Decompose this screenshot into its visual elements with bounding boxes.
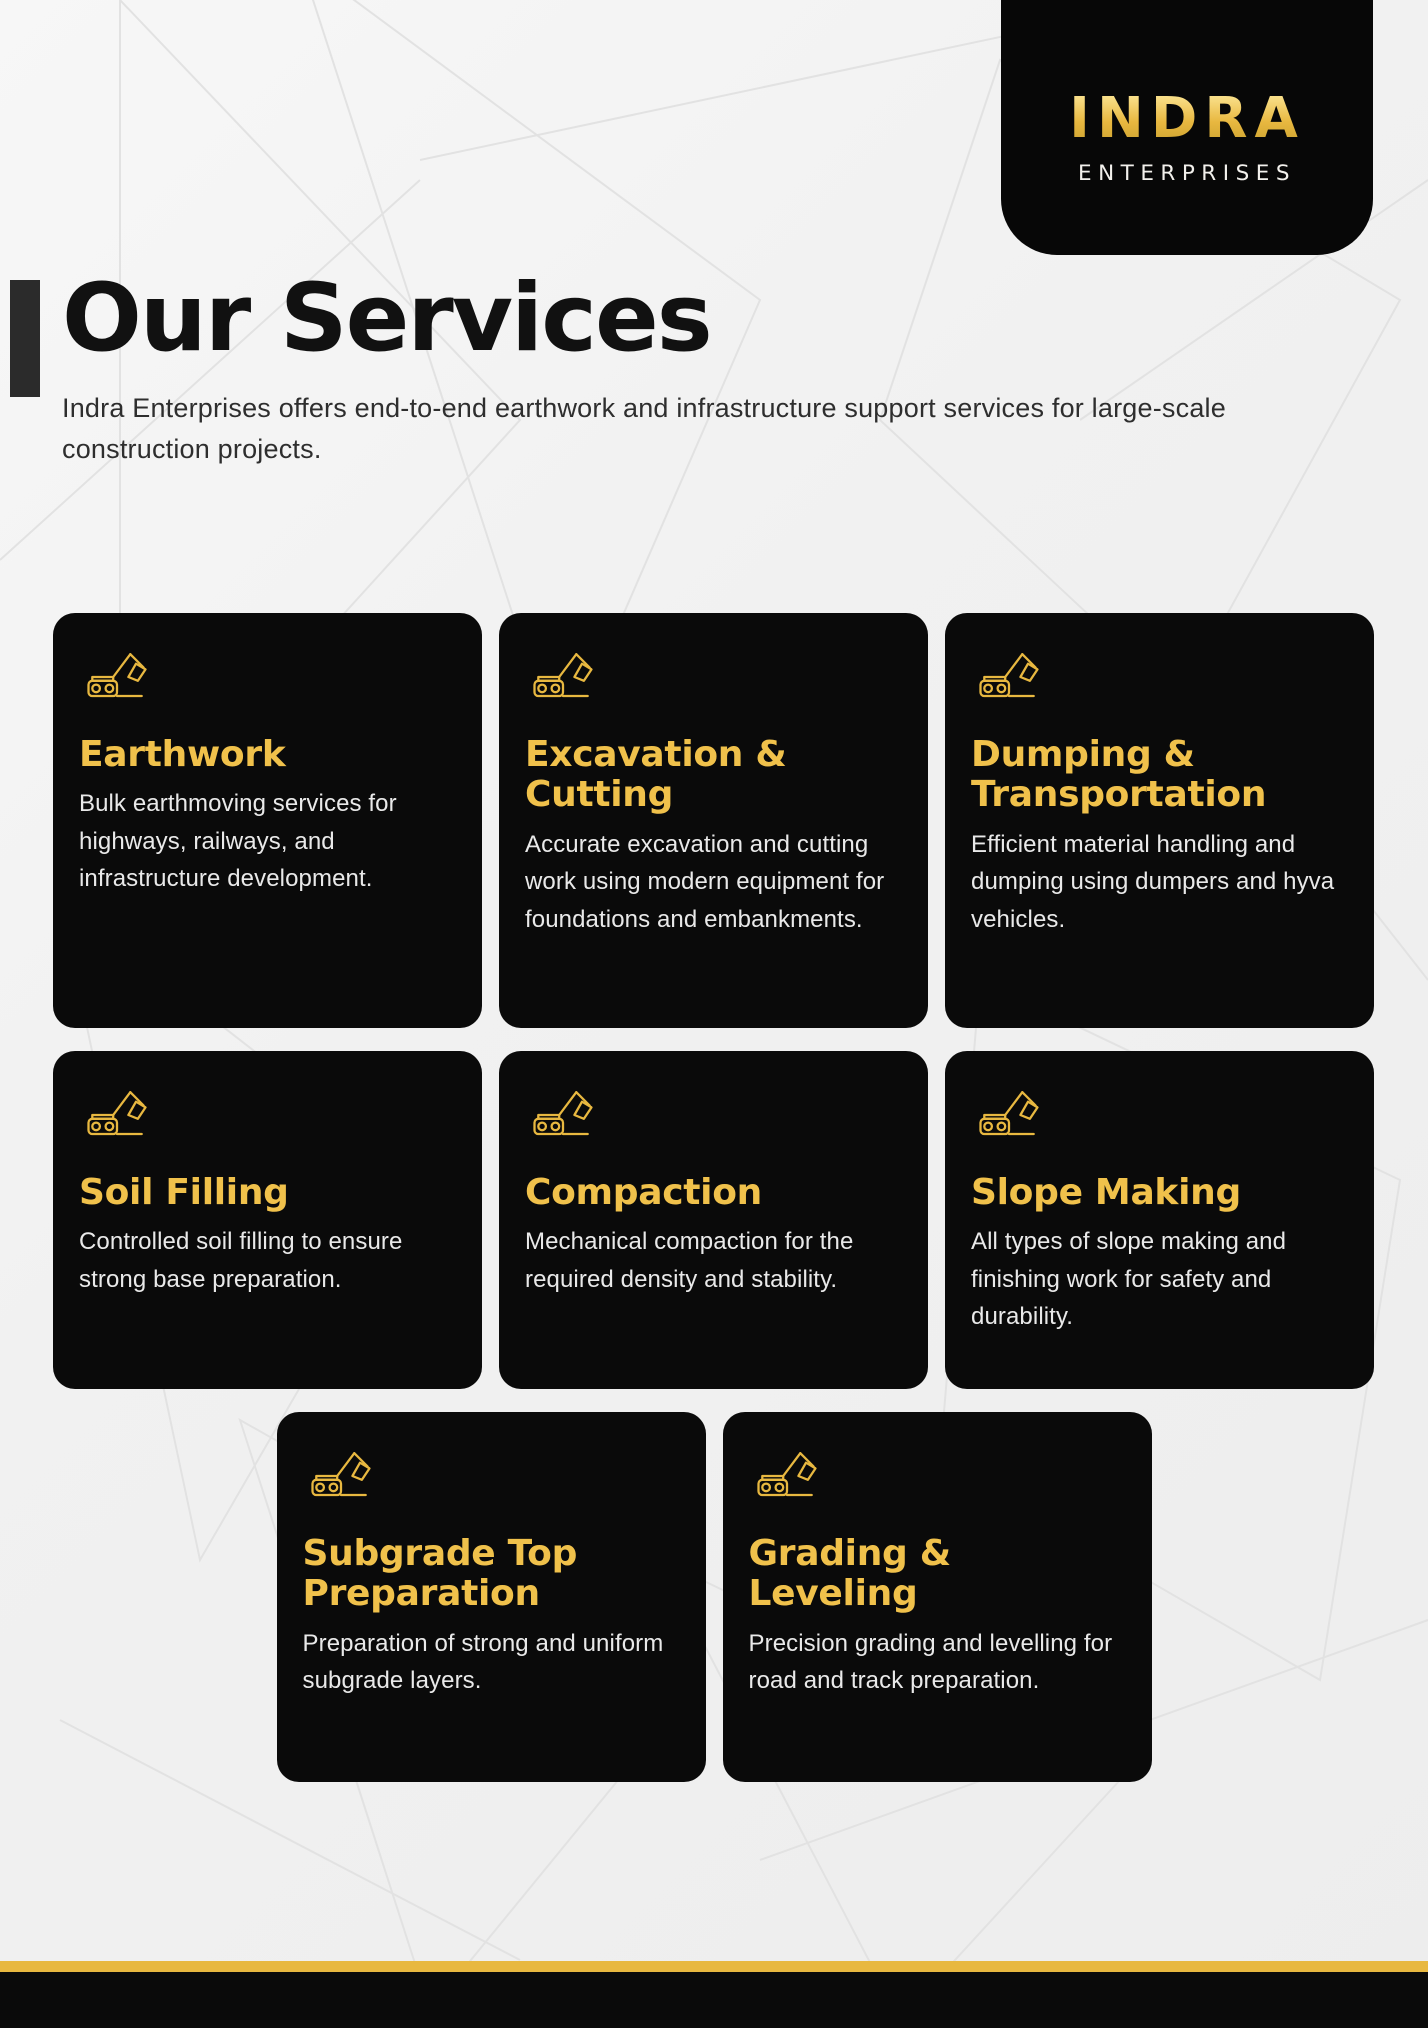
excavator-icon [79, 1077, 456, 1153]
service-description: Bulk earthmoving services for highways, railways, and infrastructure development. [79, 790, 397, 893]
service-title: Compaction [525, 1172, 762, 1213]
excavator-icon [525, 639, 902, 715]
service-card-compaction[interactable] [499, 1051, 928, 1389]
excavator-icon [525, 1077, 902, 1153]
excavator-icon [749, 1438, 1126, 1514]
service-title: Soil Filling [79, 1172, 289, 1213]
services-row-3 [53, 1412, 1375, 1782]
services-row-2 [53, 1051, 1375, 1389]
service-title: Slope Making [971, 1172, 1241, 1213]
footer-dark-bar [0, 1972, 1428, 2028]
header-block [62, 264, 1292, 470]
brand-logo-badge [1001, 0, 1373, 255]
service-card-grading-leveling[interactable] [723, 1412, 1152, 1782]
footer-gold-bar [0, 1961, 1428, 1972]
excavator-icon [971, 639, 1348, 715]
service-title: Dumping & Transportation [971, 734, 1267, 816]
service-description: Accurate excavation and cutting work using modern equipment for foundations and embankments. [525, 830, 885, 933]
services-grid [53, 613, 1375, 1805]
title-accent-bar [10, 280, 40, 397]
service-card-soil-filling[interactable] [53, 1051, 482, 1389]
logo-wordmark: INDRA [1069, 86, 1305, 151]
service-card-earthwork[interactable] [53, 613, 482, 1028]
service-card-slope-making[interactable] [945, 1051, 1374, 1389]
excavator-icon [971, 1077, 1348, 1153]
excavator-icon [79, 639, 456, 715]
service-description: Precision grading and levelling for road and track preparation. [748, 1629, 1113, 1695]
page-subtitle: Indra Enterprises offers end-to-end earthwork and infrastructure support services for large-scale construction projects. [62, 392, 1226, 464]
service-description: Preparation of strong and uniform subgrade layers. [302, 1629, 664, 1695]
service-description: Mechanical compaction for the required density and stability. [525, 1228, 854, 1293]
service-card-excavation-cutting[interactable] [499, 613, 928, 1028]
service-description: Controlled soil filling to ensure strong base preparation. [79, 1228, 403, 1293]
excavator-icon [303, 1438, 680, 1514]
service-card-dumping-transportation[interactable] [945, 613, 1374, 1028]
service-title: Excavation & Cutting [525, 734, 787, 816]
page-title: Our Services [62, 264, 711, 373]
service-title: Grading & Leveling [748, 1533, 951, 1615]
service-description: All types of slope making and finishing work for safety and durability. [971, 1228, 1287, 1331]
service-card-subgrade-top-preparation[interactable] [277, 1412, 706, 1782]
service-title: Subgrade Top Preparation [302, 1533, 578, 1615]
service-title: Earthwork [79, 734, 286, 775]
services-row-1 [53, 613, 1375, 1028]
service-description: Efficient material handling and dumping using dumpers and hyva vehicles. [971, 830, 1335, 933]
logo-tagline: ENTERPRISES [1078, 161, 1296, 186]
